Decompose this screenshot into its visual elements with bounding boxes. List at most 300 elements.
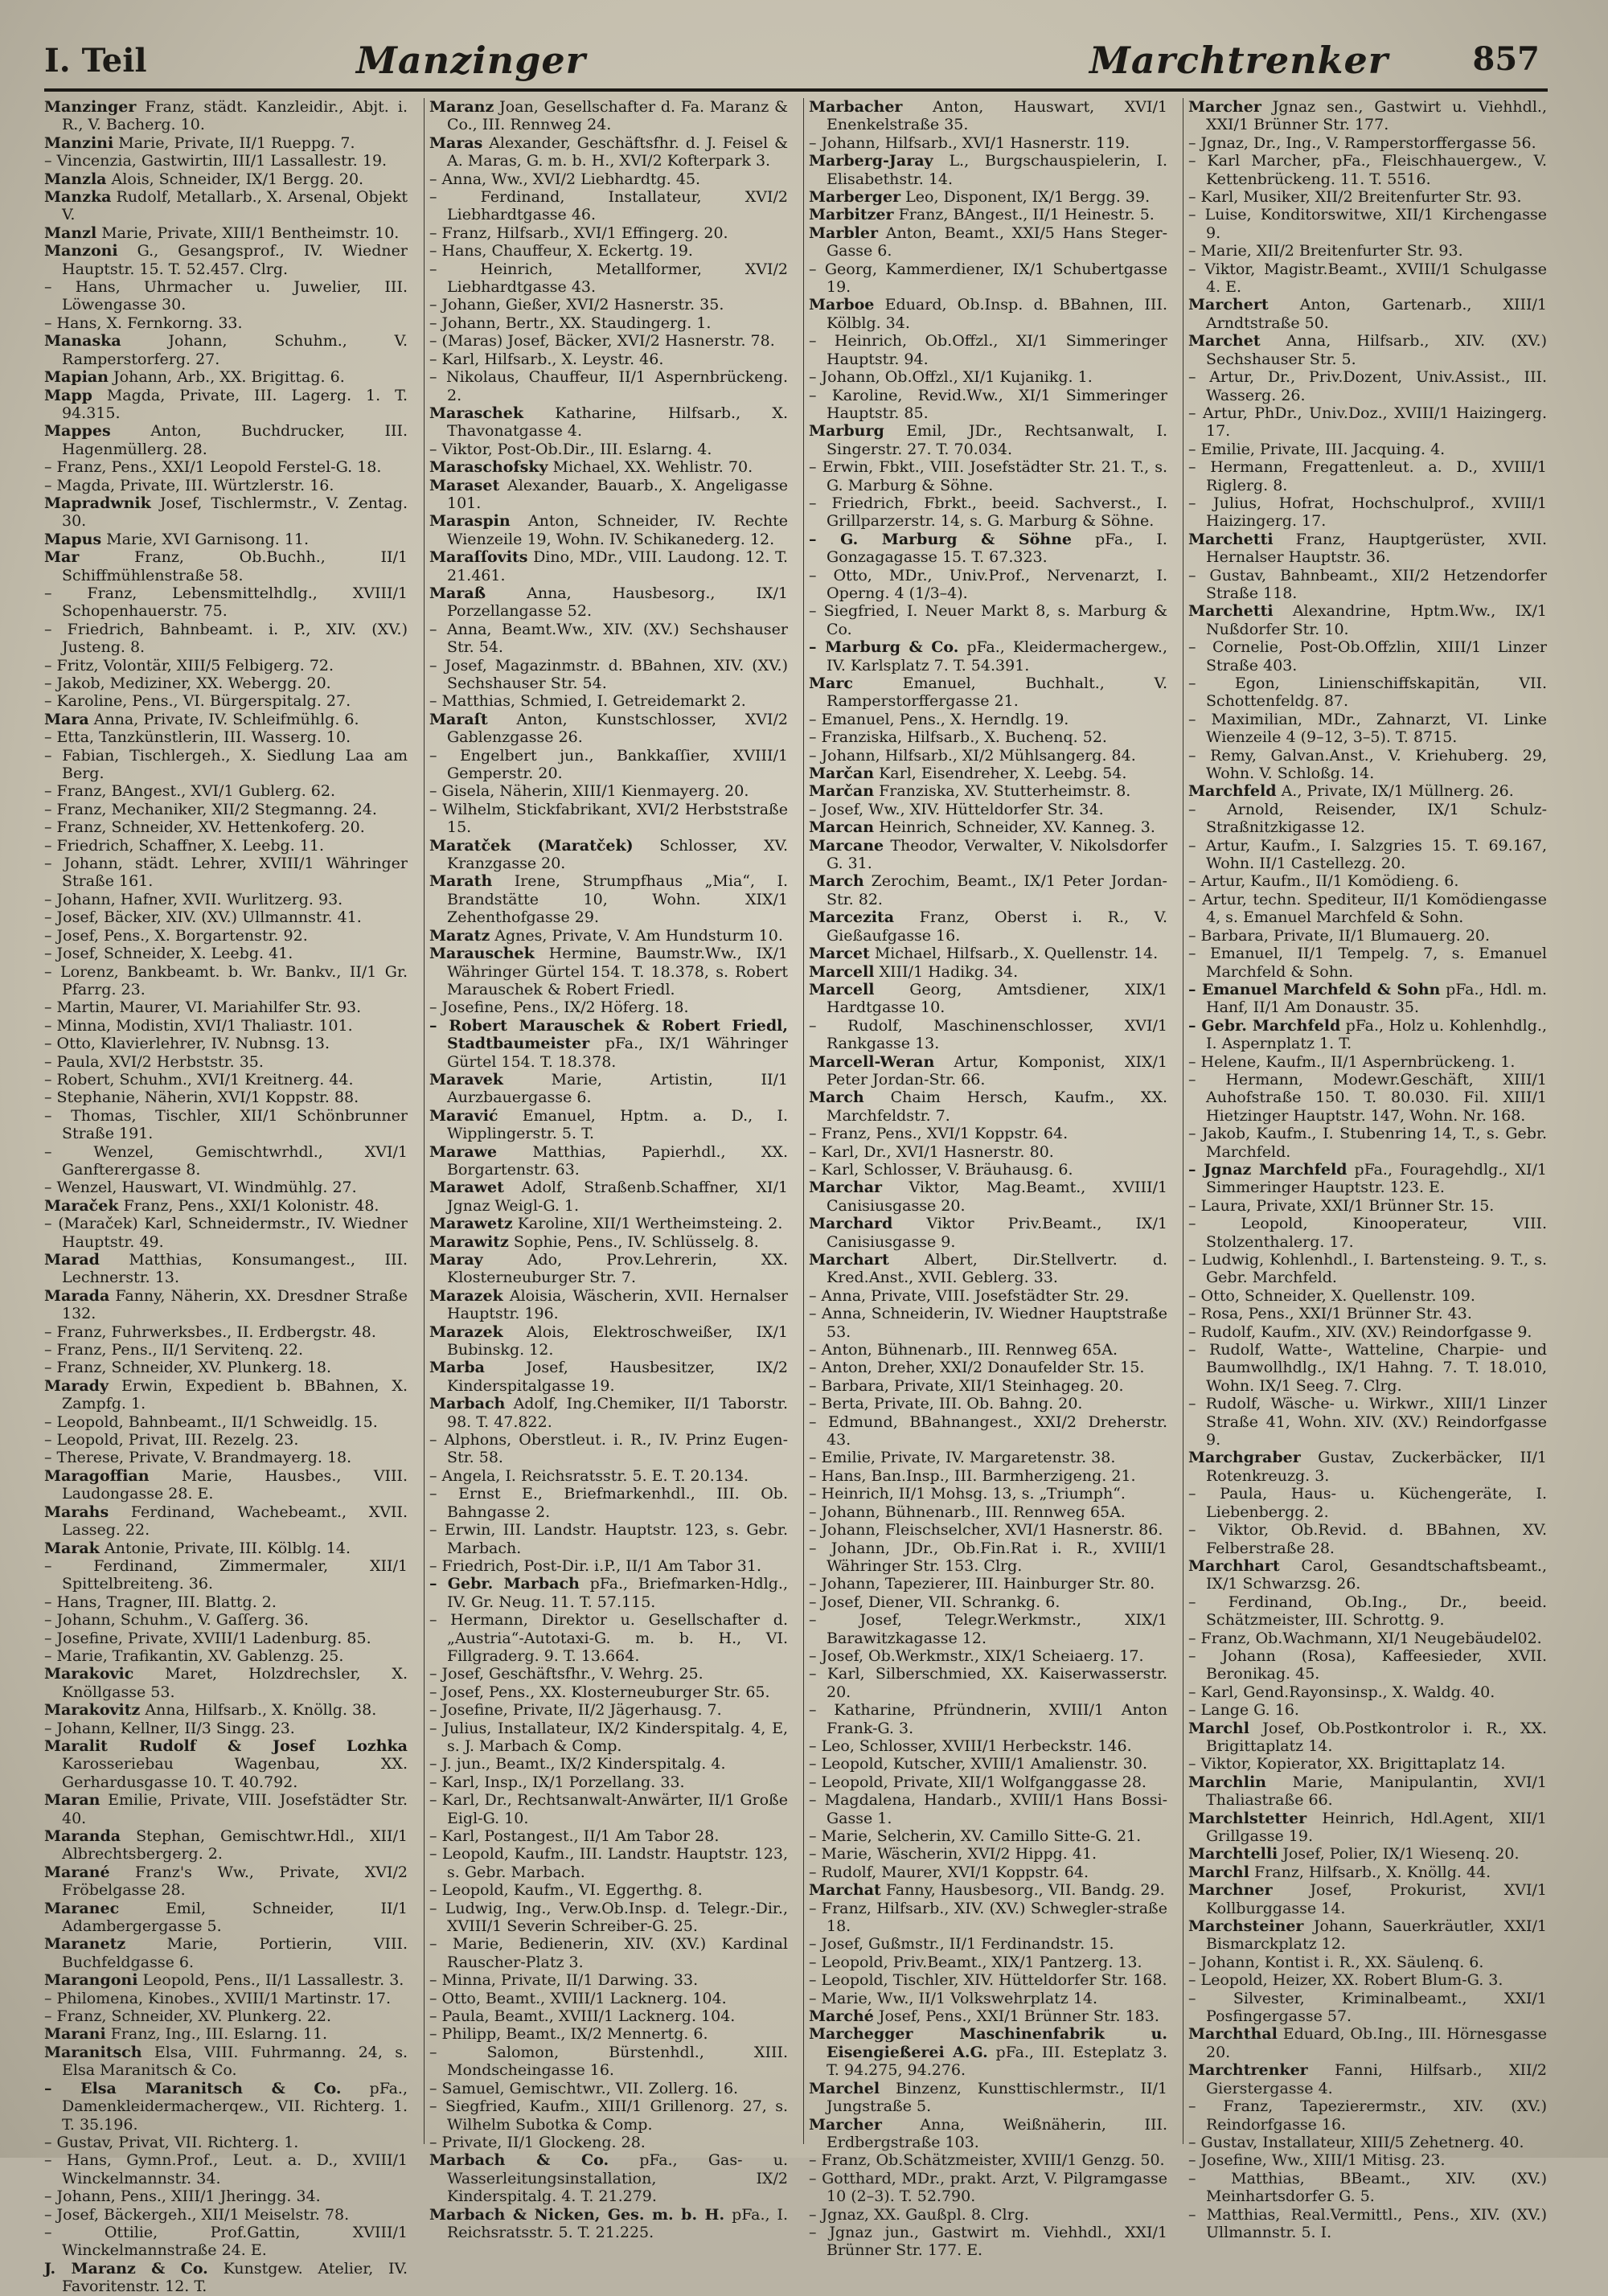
entry-text: Anna, Private, IV. Schleifmühlg. 6.	[93, 710, 359, 728]
entry-text: – Paula, Beamt., XVIII/1 Lacknerg. 104.	[429, 2007, 736, 2026]
entry-name: Marchat	[809, 1881, 881, 1900]
entry-name: Maraset	[429, 476, 500, 494]
directory-entry	[44, 837, 408, 855]
entry-text: – Leopold, Heizer, XX. Robert Blum-G. 3.	[1188, 1971, 1503, 1990]
entry-text: Anna, Weißnäherin, III. Erdbergstraße 103.	[827, 2115, 1168, 2151]
directory-entry	[44, 1863, 408, 1900]
entry-name: Manaska	[44, 332, 121, 351]
entry-name: Marawet	[429, 1179, 504, 1197]
entry-name: Marcet	[809, 945, 870, 963]
entry-name: Maraſt	[429, 710, 488, 728]
page-number: 857	[1472, 40, 1540, 78]
entry-name: Marberg-Jaray	[809, 152, 933, 170]
entry-text: – Otto, Klavierlehrer, IV. Nubnsg. 13.	[44, 1035, 330, 1053]
entry-text: pFa., III. Esteplatz 3. T. 94.275, 94.276.	[827, 2043, 1167, 2080]
entry-text: – (Maraček) Karl, Schneidermstr., IV. Wiedner Hauptstr. 49.	[44, 1215, 408, 1251]
entry-text: – Johann, Hilfsarb., XVI/1 Hasnerstr. 119.	[809, 133, 1130, 152]
entry-name: Marchert	[1188, 296, 1269, 314]
entry-text: Ferdinand, Wachebeamt., XVII. Lasseg. 22.	[62, 1503, 408, 1540]
entry-text: – Karl Marcher, pFa., Fleischhauergew., V. Kettenbrückeng. 11. T. 5516.	[1188, 152, 1547, 188]
entry-text: – Nikolaus, Chauffeur, II/1 Aspernbrückeng. 2.	[429, 368, 788, 404]
entry-text: – Karl, Dr., XVI/1 Hasnerstr. 80.	[809, 1142, 1054, 1161]
entry-text: – Matthias, BBeamt., XIV. (XV.) Meinhartsdorfer G. 5.	[1188, 2169, 1547, 2206]
entry-text: – Otto, Beamt., XVIII/1 Lacknerg. 104.	[429, 1989, 727, 2007]
entry-text: – Lange G. 16.	[1188, 1701, 1299, 1720]
column-3	[803, 98, 1168, 2260]
entry-text: – Gustav, Installateur, XIII/5 Zehetnerg. 40.	[1188, 2133, 1524, 2151]
directory-entry	[809, 1161, 1167, 1179]
entry-text: – Anna, Beamt.Ww., XIV. (XV.) Sechshauser Str. 54.	[429, 620, 788, 657]
entry-text: – Hans, Chauffeur, X. Eckertg. 19.	[429, 242, 693, 260]
directory-entry	[809, 747, 1167, 765]
directory-entry	[429, 2007, 788, 2025]
directory-entry	[429, 1971, 788, 1989]
entry-text: – Engelbert jun., Bankkaſſier, XVIII/1 Gemperstr. 20.	[429, 746, 788, 783]
entry-text: – Franz, Hilfsarb., XIV. (XV.) Schwegler-straße 18.	[809, 1899, 1167, 1936]
entry-text: – Jgnaz, Dr., Ing., V. Ramperstorffergasse 56.	[1188, 133, 1536, 152]
entry-text: – Etta, Tanzkünstlerin, III. Wasserg. 10.	[44, 728, 351, 747]
entry-text: Katharine, Hilfsarb., X. Thavonatgasse 4.	[447, 404, 788, 441]
entry-name: Marbitzer	[809, 206, 894, 224]
directory-entry	[809, 963, 1167, 981]
directory-entry	[429, 260, 788, 297]
entry-text: – Laura, Private, XXI/1 Brünner Str. 15.	[1188, 1196, 1495, 1215]
directory-entry	[44, 1720, 408, 1737]
entry-text: – Otto, MDr., Univ.Prof., Nervenarzt, I. Operng. 4 (1/3–4).	[809, 566, 1167, 602]
directory-entry	[44, 1557, 408, 1593]
entry-text: – Josef, Gußmstr., II/1 Ferdinandstr. 15.	[809, 1935, 1114, 1954]
directory-entry	[44, 674, 408, 692]
directory-entry	[809, 1485, 1167, 1503]
entry-name: Marchtrenker	[1188, 2061, 1308, 2080]
entry-name: Marbacher	[809, 98, 903, 116]
entry-text: – Siegfried, I. Neuer Markt 8, s. Marburg & Co.	[809, 602, 1167, 638]
directory-entry	[809, 458, 1167, 494]
entry-text: pFa., I. Reichsratsstr. 5. T. 21.225.	[447, 2205, 788, 2241]
directory-entry	[1188, 1071, 1547, 1125]
directory-entry	[429, 1521, 788, 1557]
entry-text: Theodor, Verwalter, V. Nikolsdorfer G. 31.	[827, 836, 1167, 873]
directory-entry	[809, 1575, 1167, 1593]
entry-name: Marath	[429, 872, 493, 891]
directory-entry	[809, 1305, 1167, 1341]
entry-text: – Julius, Hofrat, Hochschulprof., XVIII/1 Haizingerg. 17.	[1188, 494, 1547, 531]
directory-entry	[429, 2044, 788, 2080]
entry-name: Marak	[44, 1539, 100, 1557]
entry-text: Heinrich, Hdl.Agent, XII/1 Grillgasse 19.	[1206, 1809, 1547, 1845]
directory-entry	[44, 1413, 408, 1431]
entry-text: – Josef, Schneider, X. Leebg. 41.	[44, 945, 293, 963]
entry-text: Alois, Elektroschweißer, IX/1 Bubinskg. 12.	[447, 1322, 788, 1359]
directory-entry	[44, 2044, 408, 2080]
entry-text: – Vincenzia, Gastwirtin, III/1 Lassallestr. 19.	[44, 152, 388, 170]
entry-text: – Hermann, Direktor u. Gesellschafter d. „Austria“-Autotaxi-G. m. b. H., VI. Fillgraderg. 9. T. 13.664.	[429, 1611, 788, 1665]
directory-entry	[1188, 368, 1547, 404]
directory-entry	[809, 1990, 1167, 2007]
directory-entry	[429, 296, 788, 314]
entry-text: Agnes, Private, V. Am Hundsturm 10.	[494, 926, 783, 945]
directory-entry	[44, 1215, 408, 1251]
entry-text: Carol, Gesandtschaftsbeamt., IX/1 Schwarzsg. 26.	[1206, 1556, 1547, 1593]
directory-entry	[1188, 2025, 1547, 2061]
directory-entry	[1188, 1305, 1547, 1322]
entry-name: – Gebr. Marbach	[429, 1575, 580, 1593]
entry-text: G., Gesangsprof., IV. Wiedner Hauptstr. 15. T. 52.457. Clrg.	[62, 242, 408, 278]
directory-entry	[44, 1179, 408, 1196]
directory-entry	[809, 1755, 1167, 1773]
entry-text: – Ludwig, Kohlenhdl., I. Bartensteing. 9. T., s. Gebr. Marchfeld.	[1188, 1251, 1547, 1287]
directory-entry	[44, 1197, 408, 1215]
entry-text: Viktor Priv.Beamt., IX/1 Canisiusgasse 9.	[827, 1215, 1167, 1251]
directory-entry	[429, 801, 788, 837]
entry-text: – Stephanie, Näherin, XVI/1 Koppstr. 88.	[44, 1089, 359, 1107]
directory-entry	[44, 584, 408, 621]
entry-text: Antonie, Private, III. Kölblg. 14.	[104, 1539, 351, 1557]
directory-entry	[44, 368, 408, 386]
directory-entry	[44, 1701, 408, 1719]
entry-name: Maran	[44, 1791, 100, 1810]
directory-entry	[44, 2206, 408, 2224]
directory-entry	[44, 1035, 408, 1052]
directory-entry	[809, 1737, 1167, 1755]
entry-name: Marburg	[809, 422, 884, 441]
directory-entry	[809, 638, 1167, 674]
entry-text: – Marie, Trafikantin, XV. Gablenzg. 25.	[44, 1646, 344, 1665]
directory-entry	[429, 872, 788, 926]
entry-text: Emil, JDr., Rechtsanwalt, I. Singerstr. 27. T. 70.034.	[827, 422, 1167, 458]
entry-text: – Franz, Pens., II/1 Servitenq. 22.	[44, 1341, 304, 1359]
entry-name: – Marburg & Co.	[809, 638, 959, 657]
entry-name: Marchl	[1188, 1719, 1249, 1737]
directory-entry	[1188, 602, 1547, 638]
entry-text: – Luise, Konditorswitwe, XII/1 Kirchengasse 9.	[1188, 206, 1547, 242]
entry-name: Manzla	[44, 170, 107, 188]
directory-entry	[1188, 134, 1547, 152]
entry-name: Marché	[809, 2007, 874, 2026]
directory-entry	[809, 1540, 1167, 1576]
directory-entry	[44, 801, 408, 818]
entry-name: Maras	[429, 133, 483, 152]
entry-text: – Anna, Private, VIII. Josefstädter Str. 29.	[809, 1286, 1130, 1305]
directory-entry	[44, 1431, 408, 1449]
entry-text: – Martin, Maurer, VI. Mariahilfer Str. 93.	[44, 998, 362, 1017]
directory-entry	[429, 134, 788, 170]
directory-entry	[429, 351, 788, 368]
directory-entry	[44, 531, 408, 548]
entry-text: Dino, MDr., VIII. Laudong. 12. T. 21.461.	[447, 548, 789, 584]
entry-name: Maraček	[44, 1196, 119, 1215]
entry-text: – Franz, Tapezierermstr., XIV. (XV.) Reindorfgasse 16.	[1188, 2097, 1547, 2134]
entry-text: – Anton, Dreher, XXI/2 Donaufelder Str. 15.	[809, 1359, 1145, 1377]
entry-text: – Ernst E., Briefmarkenhdl., III. Ob. Bahngasse 2.	[429, 1485, 788, 1521]
directory-entry	[44, 477, 408, 494]
directory-entry	[809, 801, 1167, 818]
directory-entry	[809, 567, 1167, 603]
directory-entry	[1188, 1125, 1547, 1161]
directory-entry	[809, 1359, 1167, 1376]
entry-name: Marané	[44, 1863, 110, 1881]
entry-name: Marchegger Maschinenfabrik u. Eisengießerei A.G.	[809, 2025, 1167, 2061]
entry-text: – Franz, BAngest., XVI/1 Gublerg. 62.	[44, 782, 336, 801]
entry-text: – Johann, Bühnenarb., III. Rennweg 65A.	[809, 1503, 1126, 1521]
directory-entry	[429, 242, 788, 260]
directory-entry	[809, 1395, 1167, 1412]
directory-entry	[809, 2151, 1167, 2169]
directory-entry	[1188, 458, 1547, 494]
directory-entry	[44, 782, 408, 800]
entry-text: – Leopold, Kaufm., VI. Eggerthg. 8.	[429, 1881, 703, 1900]
entry-name: Manzoni	[44, 242, 118, 260]
entry-text: Joan, Gesellschafter d. Fa. Maranz & Co., III. Rennweg 24.	[447, 98, 788, 134]
directory-entry	[44, 2224, 408, 2260]
entry-name: Marchgraber	[1188, 1449, 1301, 1467]
directory-entry	[809, 1251, 1167, 1287]
directory-entry	[429, 621, 788, 657]
entry-text: – Marie, Wäscherin, XVI/2 Hippg. 41.	[809, 1845, 1097, 1863]
entry-text: L., Burgschauspielerin, I. Elisabethstr. 14.	[827, 152, 1167, 188]
directory-entry	[44, 1611, 408, 1629]
entry-name: Marcezita	[809, 908, 895, 927]
entry-name: Marcell-Weran	[809, 1052, 935, 1071]
entry-text: – Jakob, Kaufm., I. Stubenring 14, T., s. Gebr. Marchfeld.	[1188, 1125, 1547, 1161]
entry-name: Marbach & Co.	[429, 2151, 609, 2170]
entry-text: – Karl, Silberschmied, XX. Kaiserwasserstr. 20.	[809, 1665, 1167, 1701]
entry-text: – Franz, Ob.Schätzmeister, XVIII/1 Genzg. 50.	[809, 2151, 1165, 2170]
directory-entry	[809, 2206, 1167, 2224]
entry-text: – Wilhelm, Stickfabrikant, XVI/2 Herbststraße 15.	[429, 800, 788, 837]
directory-entry	[429, 657, 788, 693]
entry-name: Maranec	[44, 1899, 120, 1917]
directory-entry	[44, 1449, 408, 1466]
directory-entry	[429, 747, 788, 783]
directory-entry	[44, 657, 408, 674]
entry-name: Marani	[44, 2025, 106, 2044]
directory-entry	[1188, 1341, 1547, 1395]
directory-entry	[1188, 747, 1547, 783]
directory-entry	[429, 1431, 788, 1467]
entry-text: Anton, Gartenarb., XIII/1 Arndtstraße 50.	[1206, 296, 1547, 332]
directory-entry	[1188, 98, 1547, 134]
directory-entry	[1188, 1701, 1547, 1719]
entry-name: Marchar	[809, 1179, 883, 1197]
entry-text: – Heinrich, Metallformer, XVI/2 Liebhardtgasse 43.	[429, 260, 788, 297]
directory-entry	[44, 2007, 408, 2025]
directory-entry	[809, 531, 1167, 567]
entry-text: Johann, Schuhm., V. Ramperstorferg. 27.	[62, 332, 408, 368]
entry-name: Marchel	[809, 2079, 880, 2097]
entry-text: – Rudolf, Maschinenschlosser, XVI/1 Rankgasse 13.	[809, 1016, 1167, 1053]
entry-text: – Artur, Kaufm., II/1 Komödieng. 6.	[1188, 872, 1459, 891]
entry-text: Adolf, Straßenb.Schaffner, XI/1 Jgnaz Weigl-G. 1.	[447, 1179, 788, 1215]
entry-text: – Julius, Installateur, IX/2 Kinderspitalg. 4, E, s. J. Marbach & Comp.	[429, 1719, 788, 1755]
directory-entry	[809, 837, 1167, 873]
entry-text: Emanuel, Buchhalt., V. Ramperstorffergasse 21.	[827, 674, 1167, 711]
directory-entry	[1188, 2151, 1547, 2169]
entry-text: – Josef, Bäcker, XIV. (XV.) Ullmannstr. 41.	[44, 908, 362, 927]
entry-name: Marawitz	[429, 1232, 509, 1251]
directory-entry	[429, 1143, 788, 1179]
entry-text: – Franz, Pens., XXI/1 Leopold Ferstel-G. 18.	[44, 458, 382, 477]
directory-entry	[809, 2170, 1167, 2206]
directory-entry	[44, 1900, 408, 1936]
entry-name: Marchl	[1188, 1863, 1249, 1881]
entry-name: Maray	[429, 1251, 483, 1269]
entry-text: Fanny, Näherin, XX. Dresdner Straße 132.	[62, 1286, 408, 1323]
entry-name: Marauschek	[429, 945, 535, 963]
directory-entry	[1188, 1683, 1547, 1701]
entry-text: – Barbara, Private, XII/1 Steinhageg. 20.	[809, 1376, 1124, 1395]
directory-entry	[809, 1053, 1167, 1089]
entry-text: – Friedrich, Schaffner, X. Leebg. 11.	[44, 836, 325, 855]
directory-entry	[1188, 2134, 1547, 2151]
directory-entry	[809, 1341, 1167, 1359]
directory-entry	[44, 1053, 408, 1071]
entry-text: – Hans, X. Fernkorng. 33.	[44, 314, 243, 332]
directory-entry	[809, 206, 1167, 223]
directory-entry	[44, 494, 408, 531]
directory-entry	[429, 1287, 788, 1323]
directory-entry	[1188, 1593, 1547, 1630]
entry-text: Elsa, VIII. Fuhrmanng. 24, s. Elsa Maranitsch & Co.	[62, 2043, 408, 2080]
directory-entry	[809, 674, 1167, 711]
entry-name: Marchetti	[1188, 602, 1274, 621]
directory-entry	[809, 188, 1167, 206]
directory-entry	[44, 2025, 408, 2043]
entry-name: Marcher	[809, 2115, 882, 2134]
entry-name: Maranz	[429, 98, 494, 116]
entry-text: – Hermann, Fregattenleut. a. D., XVIII/1 Riglerg. 8.	[1188, 458, 1547, 494]
entry-text: Leo, Disponent, IX/1 Bergg. 39.	[905, 188, 1151, 207]
entry-text: – Emanuel, II/1 Tempelg. 7, s. Emanuel Marchfeld & Sohn.	[1188, 945, 1547, 981]
entry-text: – Viktor, Magistr.Beamt., XVIII/1 Schulgasse 4. E.	[1188, 260, 1547, 297]
entry-text: – Jgnaz jun., Gastwirt m. Viehhdl., XXI/1 Brünner Str. 177. E.	[809, 2223, 1167, 2260]
entry-text: – Therese, Private, V. Brandmayerg. 18.	[44, 1449, 352, 1467]
entry-text: Emilie, Private, VIII. Josefstädter Str. 40.	[62, 1791, 408, 1827]
directory-entry	[44, 170, 408, 188]
entry-text: Karl, Eisendreher, X. Leebg. 54.	[879, 765, 1127, 783]
entry-text: pFa., IX/1 Währinger Gürtel 154. T. 18.378.	[447, 1035, 789, 1071]
page-header	[44, 39, 1564, 87]
entry-name: Mar	[44, 548, 80, 567]
directory-entry	[809, 872, 1167, 908]
directory-entry	[1188, 494, 1547, 531]
entry-text: – Salomon, Bürstenhdl., XIII. Mondscheingasse 16.	[429, 2043, 788, 2080]
entry-text: – Fritz, Volontär, XIII/5 Felbigerg. 72.	[44, 656, 334, 674]
entry-name: Marbach	[429, 1395, 506, 1413]
entry-text: – Friedrich, Post-Dir. i.P., II/1 Am Tabor 31.	[429, 1556, 761, 1575]
entry-text: – Siegfried, Kaufm., XIII/1 Grillenorg. 27, s. Wilhelm Subotka & Comp.	[429, 2097, 788, 2134]
directory-entry	[1188, 945, 1547, 981]
entry-text: Irene, Strumpfhaus „Mia“, I. Brandstätte 10, Wohn. XIX/1 Zehenthofgasse 29.	[447, 872, 788, 927]
directory-entry	[1188, 1954, 1547, 1971]
entry-text: – Josef, Bäckergeh., XII/1 Meiselstr. 78.	[44, 2205, 350, 2224]
entry-text: – Anna, Schneiderin, IV. Wiedner Hauptstraße 53.	[809, 1305, 1167, 1341]
entry-text: – Ferdinand, Ob.Ing., Dr., beeid. Schätzmeister, III. Schrottg. 9.	[1188, 1593, 1547, 1630]
entry-text: Josef, Tischlermstr., V. Zentag. 30.	[62, 494, 408, 531]
directory-entry	[429, 314, 788, 332]
entry-text: – Johann, Fleischselcher, XVI/1 Hasnerstr. 86.	[809, 1521, 1163, 1540]
directory-entry	[44, 891, 408, 908]
entry-text: Hermine, Baumstr.Ww., IX/1 Währinger Gürtel 154. T. 18.378, s. Robert Marauschek & Robert Friedl.	[447, 945, 788, 998]
directory-entry	[44, 2134, 408, 2151]
entry-name: Marboe	[809, 296, 875, 314]
directory-entry	[809, 1665, 1167, 1701]
directory-entry	[809, 945, 1167, 962]
directory-entry	[809, 1017, 1167, 1053]
directory-entry	[44, 332, 408, 368]
directory-entry	[809, 1467, 1167, 1485]
directory-entry	[429, 224, 788, 242]
entry-text: Matthias, Konsumangest., III. Lechnerstr. 13.	[62, 1251, 408, 1287]
entry-text: – Karl, Dr., Rechtsanwalt-Anwärter, II/1 Große Eigl-G. 10.	[429, 1791, 788, 1827]
entry-text: – Jgnaz, XX. Gaußpl. 8. Clrg.	[809, 2205, 1029, 2224]
entry-text: – Josef, Pens., X. Borgartenstr. 92.	[44, 926, 308, 945]
entry-text: – Hermann, Modewr.Geschäft, XIII/1 Auhofstraße 150. T. 80.030. Fil. XIII/1 Hietzinger Hauptstr. 147, Wohn. Nr. 168.	[1188, 1070, 1547, 1125]
entry-name: March	[809, 872, 864, 891]
entry-name: Marchlin	[1188, 1773, 1266, 1791]
entry-text: – Marie, XII/2 Breitenfurter Str. 93.	[1188, 242, 1463, 260]
entry-text: – Edmund, BBahnangest., XXI/2 Dreherstr. 43.	[809, 1412, 1167, 1449]
directory-entry	[44, 548, 408, 584]
entry-text: – Katharine, Pfründnerin, XVIII/1 Anton Frank-G. 3.	[809, 1701, 1167, 1737]
entry-name: Marčan	[809, 765, 875, 783]
directory-entry	[429, 837, 788, 873]
entry-name: Marchfeld	[1188, 782, 1277, 801]
entry-text: – Heinrich, II/1 Mohsg. 13, s. „Triumph“.	[809, 1485, 1126, 1503]
directory-entry	[429, 945, 788, 998]
directory-entry	[429, 1107, 788, 1143]
entry-text: Franz, BAngest., II/1 Heinestr. 5.	[898, 206, 1155, 224]
entry-name: Marangoni	[44, 1971, 138, 1990]
entry-text: – Gotthard, MDr., prakt. Arzt, V. Pilgramgasse 10 (2–3). T. 52.790.	[809, 2169, 1167, 2206]
directory-entry	[429, 1791, 788, 1827]
entry-text: – Josef, Ob.Werkmstr., XIX/1 Scheiaerg. 17.	[809, 1646, 1144, 1665]
directory-entry	[1188, 2170, 1547, 2206]
column-2	[424, 98, 789, 2241]
directory-entry	[1188, 1251, 1547, 1287]
directory-entry	[429, 711, 788, 747]
entry-text: Emil, Schneider, II/1 Adambergergasse 5.	[62, 1899, 408, 1936]
directory-entry	[429, 170, 788, 188]
entry-text: Alexandrine, Hptm.Ww., IX/1 Nußdorfer Str. 10.	[1206, 602, 1547, 638]
entry-text: – Johann, Tapezierer, III. Hainburger Str. 80.	[809, 1575, 1155, 1593]
entry-text: – Josefine, Ww., XIII/1 Mitisg. 23.	[1188, 2151, 1446, 2170]
entry-text: – Erwin, III. Landstr. Hauptstr. 123, s. Gebr. Marbach.	[429, 1521, 788, 1557]
entry-text: – Rudolf, Kaufm., XIV. (XV.) Reindorfgasse 9.	[1188, 1322, 1532, 1341]
directory-entry	[44, 1737, 408, 1791]
entry-text: – Josefine, Private, II/2 Jägerhausg. 7.	[429, 1701, 722, 1720]
entry-text: pFa., Hdl. m. Hanf, II/1 Am Donaustr. 35.	[1206, 980, 1547, 1017]
entry-text: – Karl, Insp., IX/1 Porzellang. 33.	[429, 1773, 685, 1791]
entry-text: Franz, Ob.Buchh., II/1 Schiffmühlenstraße 58.	[62, 548, 408, 584]
directory-entry	[429, 1017, 788, 1071]
directory-entry	[809, 1954, 1167, 1971]
entry-text: – Alphons, Oberstleut. i. R., IV. Prinz Eugen-Str. 58.	[429, 1431, 788, 1467]
directory-entry	[809, 2025, 1167, 2079]
directory-entry	[809, 1863, 1167, 1881]
entry-text: – Franz, Ob.Wachmann, XI/1 Neugebäudel02.	[1188, 1629, 1542, 1647]
entry-text: – Wenzel, Gemischtwrhdl., XVI/1 Ganfterergasse 8.	[44, 1142, 408, 1179]
entry-text: Marie, Private, XIII/1 Bentheimstr. 10.	[101, 223, 400, 242]
entry-name: Mapian	[44, 368, 109, 387]
entry-text: Josef, Polier, IX/1 Wiesenq. 20.	[1282, 1845, 1520, 1863]
directory-entry	[809, 1449, 1167, 1466]
directory-entry	[429, 1557, 788, 1575]
entry-text: Kunstgew. Atelier, IV. Favoritenstr. 12. T.	[62, 2259, 408, 2296]
entry-text: Johann, Sauerkräutler, XXI/1 Bismarckplatz 12.	[1206, 1917, 1547, 1954]
directory-entry	[44, 1990, 408, 2007]
entry-text: – Private, II/1 Glockeng. 28.	[429, 2133, 646, 2151]
